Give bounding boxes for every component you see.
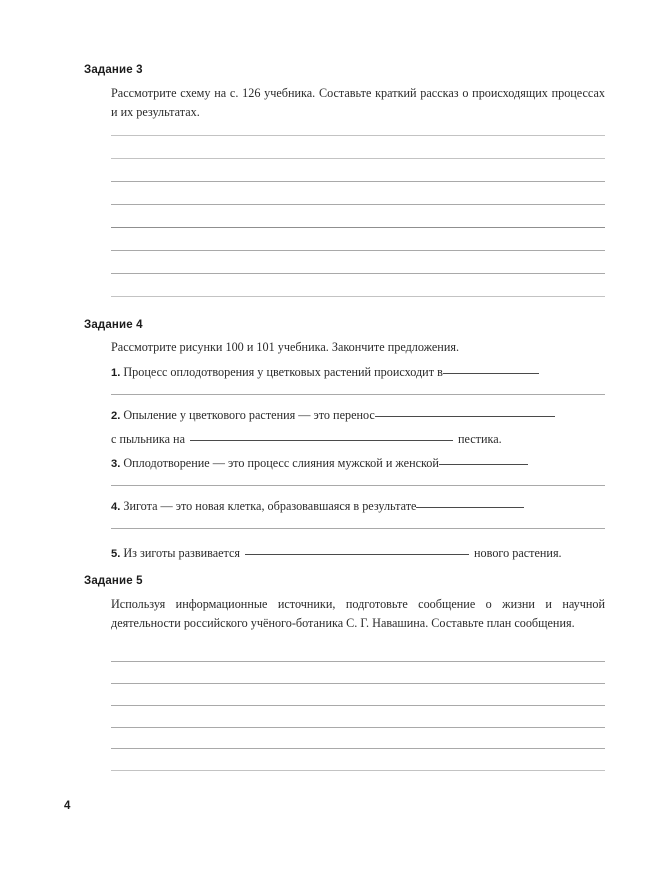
item-2-blank-b[interactable] [190, 430, 453, 441]
answer-line[interactable] [111, 273, 605, 274]
answer-line[interactable] [111, 661, 605, 662]
item-text: Опыление у цветкового растения — это перенос [123, 408, 375, 422]
item-number: 2. [111, 410, 121, 422]
answer-line[interactable] [111, 227, 605, 228]
task-3-heading: Задание 3 [84, 64, 143, 76]
task-3-instruction: Рассмотрите схему на с. 126 учебника. Составьте краткий рассказ о происходящих процессах и их результатах. [111, 86, 605, 119]
item-text-continued: с пыльника на [111, 432, 185, 446]
item-4-continuation-line[interactable] [111, 528, 605, 529]
answer-line[interactable] [111, 181, 605, 182]
item-1-continuation-line[interactable] [111, 394, 605, 395]
answer-line[interactable] [111, 296, 605, 297]
task-4-item-3 [111, 454, 605, 474]
item-number: 1. [111, 367, 121, 379]
item-number: 3. [111, 458, 121, 470]
task-4-item-2-continued [111, 430, 605, 449]
item-text: Оплодотворение — это процесс слияния мужской и женской [123, 456, 439, 470]
task-5-instruction: Используя информационные источники, подготовьте сообщение о жизни и научной деятельности российского учёного-ботаника С. Г. Навашина. Составьте план сообщения. [111, 597, 605, 630]
page-number: 4 [64, 800, 71, 812]
task-4-heading: Задание 4 [84, 319, 143, 331]
item-5-blank[interactable] [245, 544, 469, 555]
item-text-tail: нового растения. [474, 546, 562, 560]
task-4-item-1 [111, 363, 605, 383]
item-number: 4. [111, 501, 121, 513]
answer-line[interactable] [111, 204, 605, 205]
answer-line[interactable] [111, 683, 605, 684]
item-text-tail: пестика. [457, 432, 502, 446]
answer-line[interactable] [111, 158, 605, 159]
answer-line[interactable] [111, 748, 605, 749]
answer-line[interactable] [111, 705, 605, 706]
item-number: 5. [111, 548, 121, 560]
task-4-item-4 [111, 497, 605, 517]
item-text: Из зиготы развивается [123, 546, 241, 560]
answer-line[interactable] [111, 770, 605, 771]
answer-line[interactable] [111, 250, 605, 251]
answer-line[interactable] [111, 727, 605, 728]
item-2-blank-a[interactable] [375, 406, 555, 417]
answer-line[interactable] [111, 135, 605, 136]
item-3-continuation-line[interactable] [111, 485, 605, 486]
item-3-blank[interactable] [439, 454, 528, 465]
item-text: Зигота — это новая клетка, образовавшаяся в результате [123, 499, 417, 513]
item-4-blank[interactable] [416, 497, 524, 508]
item-1-blank[interactable] [443, 363, 539, 374]
task-4-instruction: Рассмотрите рисунки 100 и 101 учебника. Закончите предложения. [111, 340, 460, 354]
item-text: Процесс оплодотворения у цветковых растений происходит в [123, 365, 443, 379]
task-4-item-2 [111, 406, 605, 426]
task-5-heading: Задание 5 [84, 575, 143, 587]
task-4-item-5 [111, 544, 605, 564]
